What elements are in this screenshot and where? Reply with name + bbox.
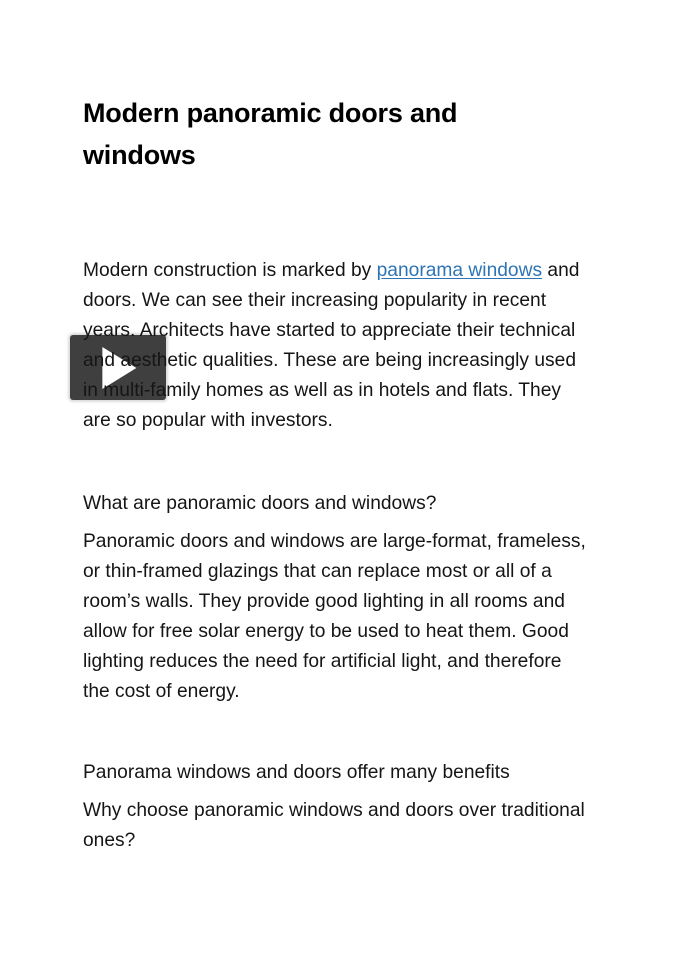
page-title: Modern panoramic doors and windows bbox=[83, 98, 458, 170]
paragraph-benefits: Why choose panoramic windows and doors over traditional ones? bbox=[83, 800, 585, 852]
paragraph-intro-text-after-link: and doors. We can see their increasing popularity in recent years. Architects have started to appreciate their technical and aesthetic qualities. These are being increasingly used in multi-family homes as well as in hotels and flats. They are so popular with investors. bbox=[83, 260, 580, 432]
section-heading-what-are-panoramic: What are panoramic doors and windows? bbox=[83, 493, 437, 515]
panorama-windows-link[interactable]: panorama windows bbox=[376, 260, 543, 282]
paragraph-intro bbox=[83, 256, 593, 436]
section-heading-benefits: Panorama windows and doors offer many benefits bbox=[83, 762, 510, 784]
paragraph-intro-text-before-link: Modern construction is marked by bbox=[83, 260, 377, 282]
paragraph-what-are-panoramic: Panoramic doors and windows are large-format, frameless, or thin-framed glazings that can replace most or all of a room’s walls. They provide good lighting in all rooms and allow for free solar energy to be used to heat them. Good lighting reduces the need for artificial light, and therefore the cost of energy. bbox=[83, 531, 586, 703]
